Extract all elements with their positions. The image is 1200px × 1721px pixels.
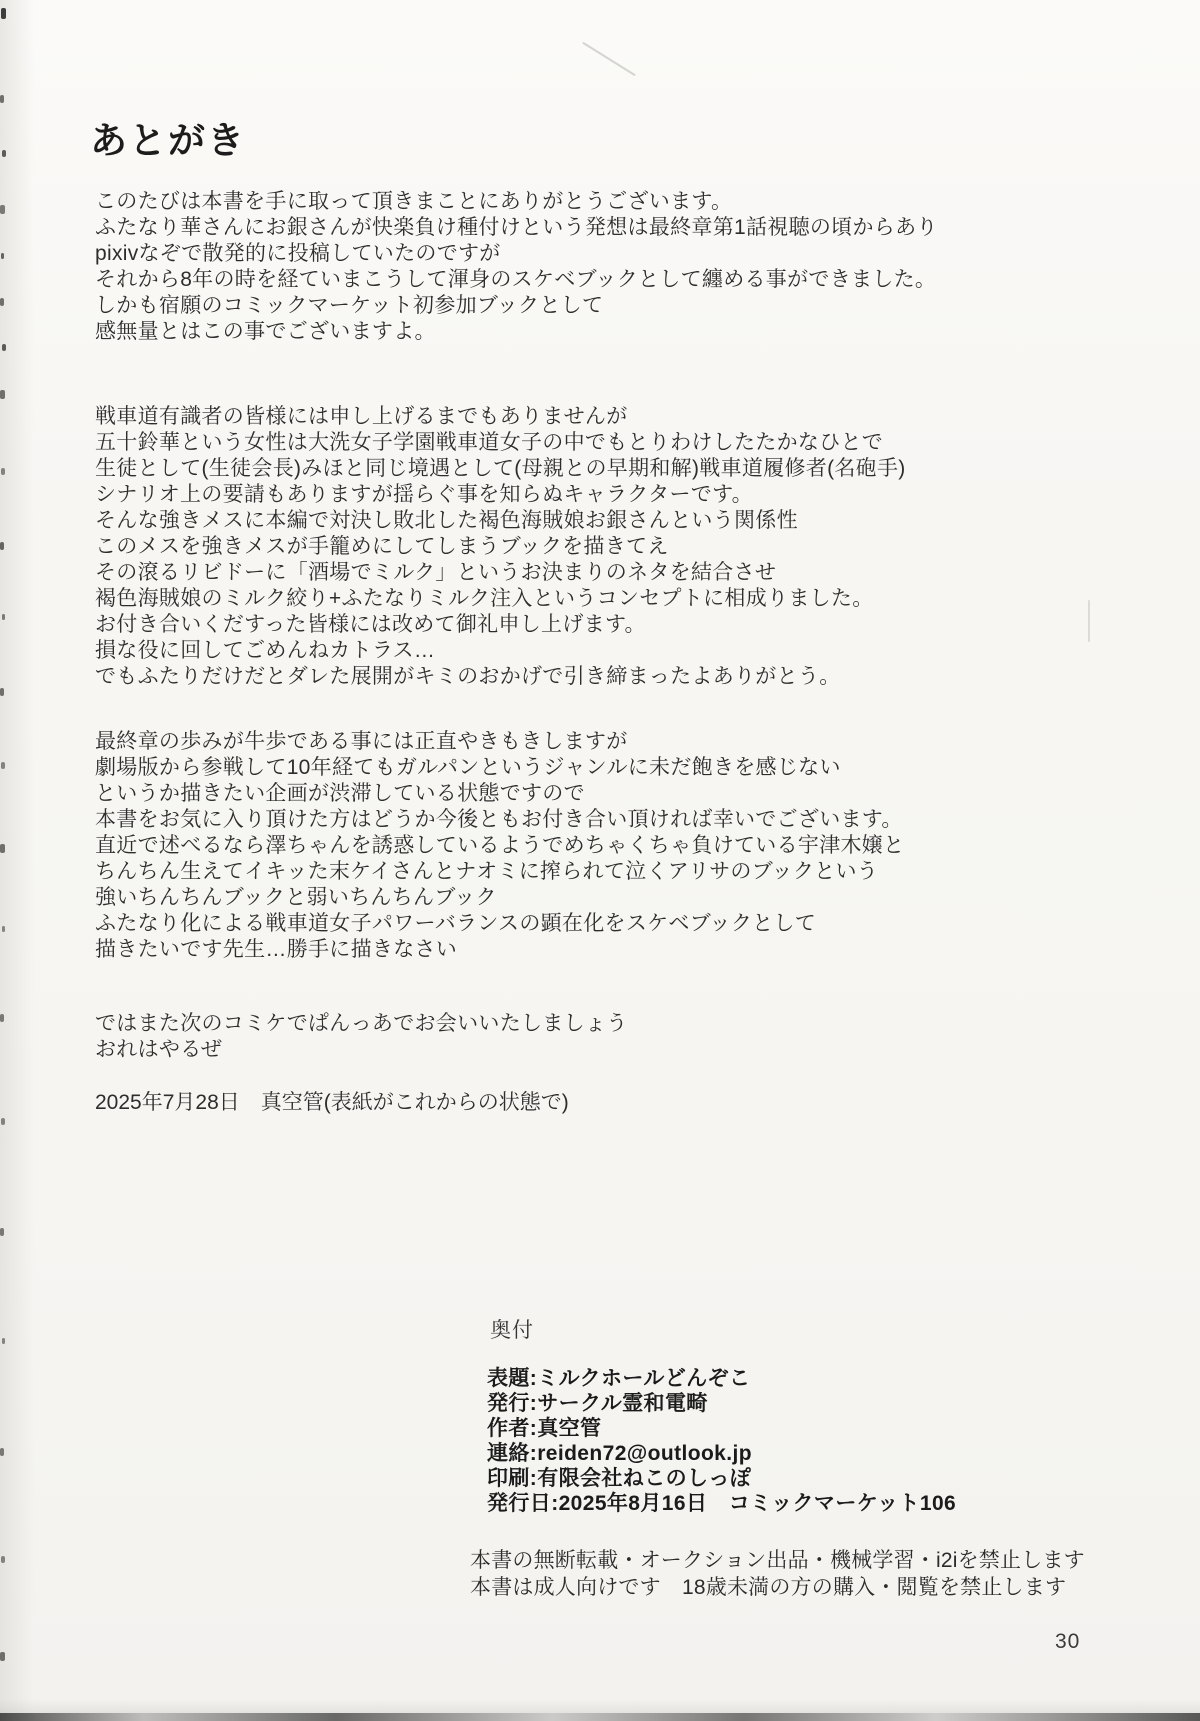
- scan-binding-mark: [0, 1652, 5, 1661]
- text-line: 本書をお気に入り頂けた方はどうか今後ともお付き合い頂ければ幸いでございます。: [95, 808, 903, 831]
- afterword-closing-lines: [95, 1011, 628, 1063]
- scan-binding-mark: [2, 344, 6, 351]
- text-line: 作者:真空管: [487, 1417, 602, 1440]
- scan-binding-mark: [2, 1338, 5, 1344]
- text-line: このメスを強きメスが手籠めにしてしまうブックを描きてえ: [95, 535, 669, 558]
- text-line: そんな強きメスに本編で対決し敗北した褐色海賊娘お銀さんという関係性: [95, 509, 798, 532]
- scan-binding-mark: [2, 150, 6, 157]
- text-line: しかも宿願のコミックマーケット初参加ブックとして: [95, 294, 604, 317]
- text-line: その滾るリビドーに「酒場でミルク」というお決まりのネタを結合させ: [95, 561, 777, 584]
- scan-edge-strip: [0, 1713, 1200, 1721]
- text-line: 連絡:reiden72@outlook.jp: [487, 1442, 752, 1465]
- text-line: 損な役に回してごめんねカトラス…: [95, 639, 436, 662]
- text-line: 表題:ミルクホールどんぞこ: [487, 1367, 751, 1390]
- scan-scratch-artifact: [1088, 600, 1090, 642]
- text-line: 劇場版から参戦して10年経てもガルパンというジャンルに未だ飽きを感じない: [95, 756, 841, 779]
- scan-binding-mark: [1, 762, 5, 769]
- text-line: シナリオ上の要請もありますが揺らぐ事を知らぬキャラクターです。: [95, 483, 753, 506]
- scan-binding-mark: [1, 1556, 5, 1563]
- legal-notices: [470, 1547, 1085, 1601]
- text-line: 生徒として(生徒会長)みほと同じ境遇として(母親との早期和解)戦車道履修者(名砲手): [95, 457, 906, 480]
- page-number: 30: [1055, 1630, 1081, 1653]
- colophon-entries: [487, 1366, 956, 1516]
- scan-binding-mark: [0, 1448, 4, 1456]
- scan-binding-mark: [1, 468, 5, 475]
- scan-binding-mark: [0, 95, 4, 103]
- scan-binding-mark: [0, 542, 4, 550]
- text-line: 戦車道有識者の皆様には申し上げるまでもありませんが: [95, 405, 628, 428]
- afterword-paragraph-2: [95, 404, 906, 690]
- text-line: 発行日:2025年8月16日 コミックマーケット106: [487, 1492, 957, 1515]
- text-line: 印刷:有限会社ねこのしっぽ: [487, 1467, 752, 1490]
- scan-binding-mark: [0, 390, 5, 399]
- scan-binding-mark: [1, 1118, 5, 1125]
- text-line: でもふたりだけだとダレた展開がキミのおかげで引き締まったよありがとう。: [95, 665, 841, 688]
- text-line: 本書は成人向けです 18歳未満の方の購入・閲覧を禁止します: [470, 1576, 1067, 1599]
- text-line: ふたなり化による戦車道女子パワーバランスの顕在化をスケベブックとして: [95, 912, 817, 935]
- scan-binding-mark: [0, 1228, 4, 1236]
- colophon-heading: 奥付: [490, 1319, 534, 1342]
- text-line: お付き合いくだすった皆様には改めて御礼申し上げます。: [95, 613, 646, 636]
- text-line: pixivなぞで散発的に投稿していたのですが: [95, 242, 501, 265]
- text-line: 最終章の歩みが牛歩である事には正直やきもきしますが: [95, 730, 628, 753]
- text-line: おれはやるぜ: [95, 1038, 223, 1061]
- scan-binding-mark: [2, 614, 5, 620]
- afterword-paragraph-1: [95, 189, 938, 345]
- text-line: ちんちん生えてイキッた末ケイさんとナオミに搾られて泣くアリサのブックという: [95, 860, 879, 883]
- text-line: 五十鈴華という女性は大洗女子学園戦車道女子の中でもとりわけしたたかなひとで: [95, 431, 884, 454]
- text-line: 発行:サークル霊和電畸: [487, 1392, 708, 1415]
- text-line: 強いちんちんブックと弱いちんちんブック: [95, 886, 497, 909]
- text-line: 感無量とはこの事でございますよ。: [95, 320, 436, 343]
- scan-binding-mark: [0, 1014, 4, 1022]
- text-line: というか描きたい企画が渋滞している状態ですので: [95, 782, 585, 805]
- signature-date-line: 2025年7月28日 真空管(表紙がこれからの状態で): [95, 1091, 569, 1114]
- scan-binding-mark: [2, 926, 5, 932]
- page-title: あとがき: [90, 120, 246, 161]
- scan-binding-mark: [0, 844, 5, 853]
- scan-binding-mark: [0, 688, 4, 696]
- scan-scratch-artifact: [582, 42, 636, 77]
- scan-binding-mark: [0, 205, 5, 214]
- scan-binding-mark: [1, 253, 4, 259]
- text-line: 直近で述べるなら澤ちゃんを誘惑しているようでめちゃくちゃ負けている宇津木嬢と: [95, 834, 905, 857]
- scan-binding-mark: [0, 298, 4, 306]
- text-line: それから8年の時を経ていまこうして渾身のスケベブックとして纏める事ができました。: [95, 268, 937, 291]
- text-line: 褐色海賊娘のミルク絞り+ふたなりミルク注入というコンセプトに相成りました。: [95, 587, 874, 610]
- text-line: 描きたいです先生…勝手に描きなさい: [95, 938, 458, 961]
- afterword-paragraph-3: [95, 729, 904, 963]
- scan-binding-mark: [1, 8, 6, 19]
- text-line: ふたなり華さんにお銀さんが快楽負け種付けという発想は最終章第1話視聴の頃からあり: [95, 216, 938, 239]
- text-line: このたびは本書を手に取って頂きまことにありがとうございます。: [95, 190, 733, 213]
- scan-shadow-band: [0, 1699, 1200, 1713]
- text-line: ではまた次のコミケでぱんっあでお会いいたしましょう: [95, 1012, 628, 1035]
- text-line: 本書の無断転載・オークション出品・機械学習・i2iを禁止します: [470, 1549, 1085, 1572]
